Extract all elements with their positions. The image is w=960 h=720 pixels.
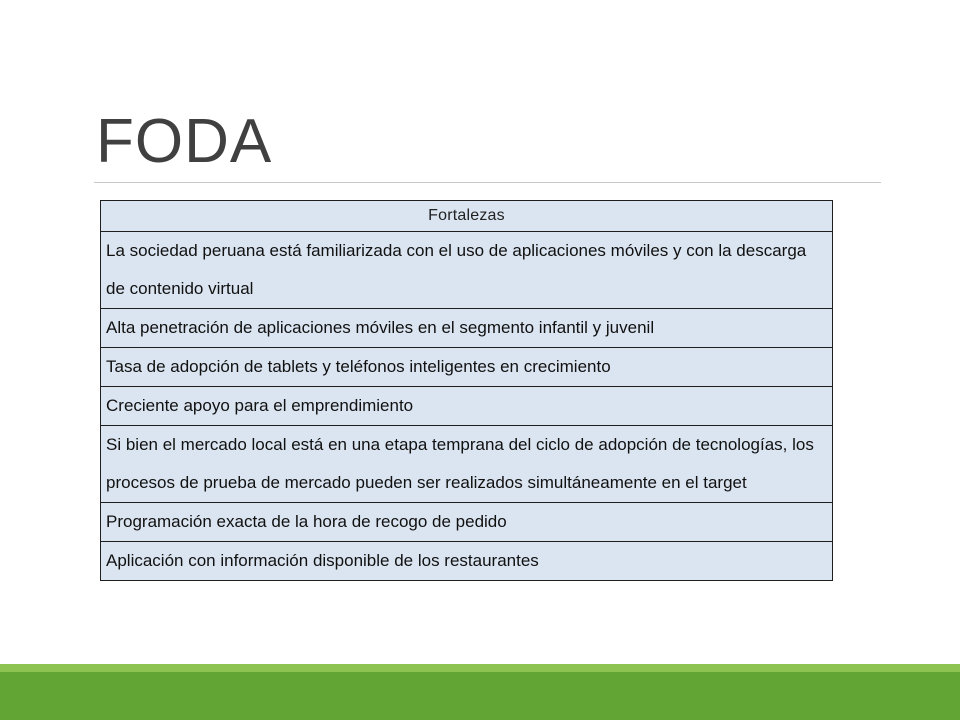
slide-title: FODA [96,107,273,176]
table-cell: Aplicación con información disponible de los restaurantes [101,542,833,581]
table-cell: Creciente apoyo para el emprendimiento [101,387,833,426]
table-row [101,387,833,426]
table-row [101,426,833,503]
table-row [101,542,833,581]
table-cell: La sociedad peruana está familiarizada con el uso de aplicaciones móviles y con la descarga de contenido virtual [101,232,833,309]
footer-band [0,672,960,720]
table-cell: Tasa de adopción de tablets y teléfonos inteligentes en crecimiento [101,348,833,387]
table-cell: Si bien el mercado local está en una etapa temprana del ciclo de adopción de tecnologías, los procesos de prueba de mercado pueden ser realizados simultáneamente en el target [101,426,833,503]
table-header-row [101,201,833,232]
table-row [101,348,833,387]
table-row [101,309,833,348]
table-header: Fortalezas [101,201,833,232]
table-cell: Programación exacta de la hora de recogo de pedido [101,503,833,542]
table-row [101,503,833,542]
footer-accent-band [0,664,960,672]
fortalezas-table [100,200,833,581]
table-row [101,232,833,309]
title-divider [94,182,881,183]
table-cell: Alta penetración de aplicaciones móviles en el segmento infantil y juvenil [101,309,833,348]
